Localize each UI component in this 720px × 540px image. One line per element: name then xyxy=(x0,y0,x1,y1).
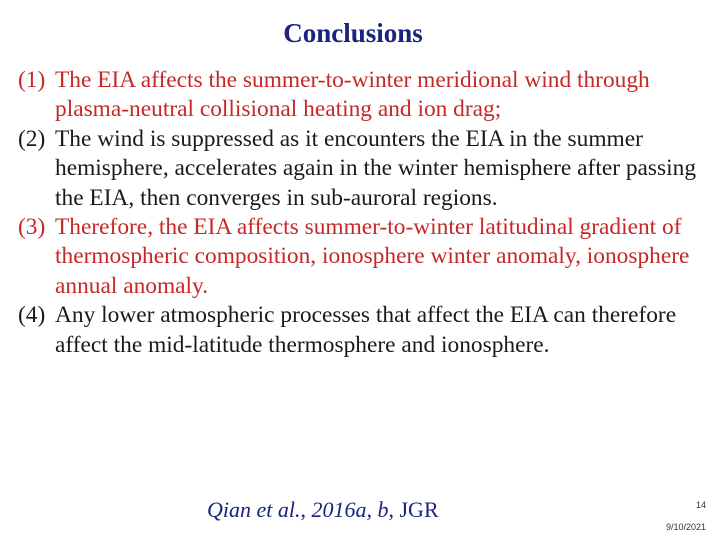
item-text: Any lower atmospheric processes that affect the EIA can therefore affect the mid-latitude thermosphere and ionosphere. xyxy=(55,302,677,358)
slide-date: 9/10/2021 xyxy=(665,522,706,532)
citation-authors: Qian et al. xyxy=(207,497,301,522)
page-number: 14 xyxy=(695,500,706,510)
item-number: (2) xyxy=(18,125,46,152)
item-number: (1) xyxy=(18,67,46,93)
item-text: The EIA affects the summer-to-winter meridional wind through plasma-neutral collisional heating and ion drag; xyxy=(55,67,650,123)
item-text: The wind is suppressed as it encounters the EIA in the summer hemisphere, accelerates again in the winter hemisphere after passing the EIA, then converges in sub-auroral regions. xyxy=(55,125,697,211)
conclusion-item-4 xyxy=(18,301,708,360)
citation-journal: JGR xyxy=(399,497,439,522)
citation-separator: , xyxy=(300,497,312,522)
conclusion-item-3 xyxy=(18,213,708,301)
citation-years: 2016a, b xyxy=(311,497,389,522)
citation xyxy=(207,497,439,523)
item-number: (4) xyxy=(18,302,46,329)
item-text: Therefore, the EIA affects summer-to-winter latitudinal gradient of thermospheric composition, ionosphere winter anomaly, ionosphere annual anomaly. xyxy=(55,214,690,299)
conclusions-list xyxy=(18,66,708,360)
conclusion-item-1 xyxy=(18,66,708,125)
conclusion-item-2 xyxy=(18,125,708,213)
citation-separator: , xyxy=(388,497,400,522)
slide-title: Conclusions xyxy=(283,18,423,48)
item-number: (3) xyxy=(18,214,46,241)
